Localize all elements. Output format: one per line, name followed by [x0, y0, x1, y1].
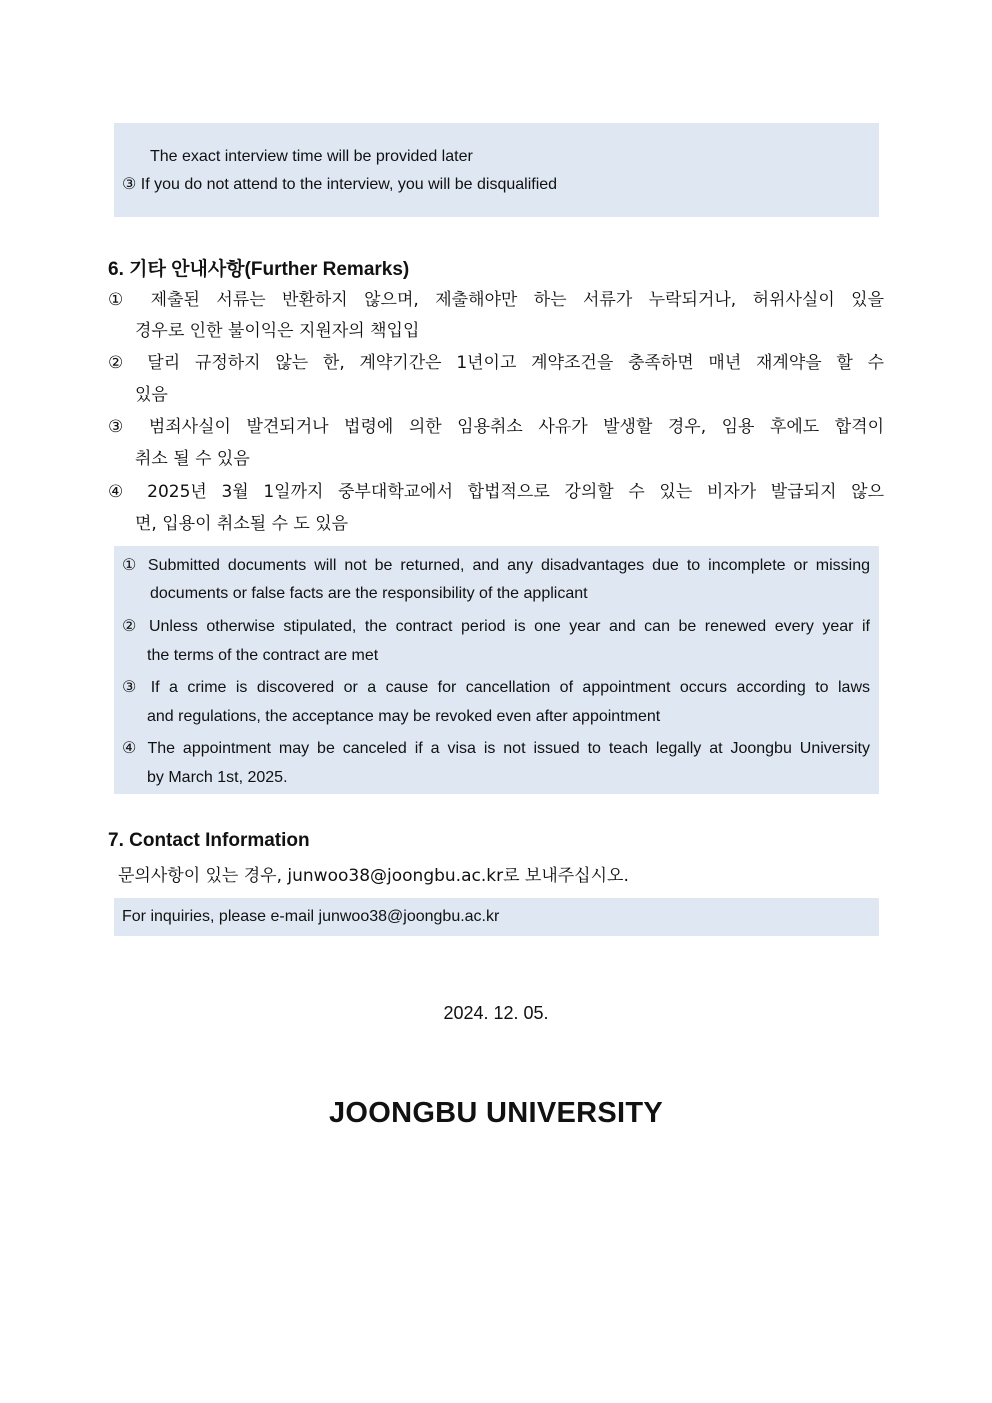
english-remark-4-line2: by March 1st, 2025. [147, 769, 288, 786]
english-remark-2-line2: the terms of the contract are met [147, 647, 379, 664]
english-remark-1-line2: documents or false facts are the responsibility of the applicant [150, 585, 588, 602]
english-remarks-box [114, 546, 879, 794]
english-remark-2-line1: ② Unless otherwise stipulated, the contract period is one year and can be renewed every year if [122, 618, 870, 635]
contact-korean-line: 문의사항이 있는 경우, junwoo38@joongbu.ac.kr로 보내주십시오. [118, 866, 629, 886]
korean-remark-4-line2: 면, 입용이 취소될 수 도 있음 [135, 514, 349, 534]
contact-english-box [114, 898, 879, 936]
korean-remark-2-line1: ② 달리 규정하지 않는 한, 계약기간은 1년이고 계약조건을 충족하면 매년 재계약을 할 수 [108, 353, 884, 373]
english-remark-3-line1: ③ If a crime is discovered or a cause for cancellation of appointment occurs according to laws [122, 679, 870, 696]
section-7-heading: 7. Contact Information [108, 830, 310, 851]
korean-remark-3-line2: 취소 될 수 있음 [135, 449, 250, 469]
korean-remark-1-line1: ① 제출된 서류는 반환하지 않으며, 제출해야만 하는 서류가 누락되거나, 허위사실이 있을 [108, 290, 884, 310]
interview-time-note: The exact interview time will be provided later [150, 148, 473, 165]
interview-absence-note: ③ If you do not attend to the interview, you will be disqualified [122, 176, 558, 193]
korean-remark-1-line2: 경우로 인한 불이익은 지원자의 책입입 [135, 321, 420, 341]
korean-remark-3-line1: ③ 범죄사실이 발견되거나 법령에 의한 임용취소 사유가 발생할 경우, 임용 후에도 합격이 [108, 417, 884, 437]
korean-remark-4-line1: ④ 2025년 3월 1일까지 중부대학교에서 합법적으로 강의할 수 있는 비자가 발급되지 않으 [108, 482, 884, 502]
english-remark-3-line2: and regulations, the acceptance may be revoked even after appointment [147, 708, 661, 725]
section-6-heading: 6. 기타 안내사항(Further Remarks) [108, 259, 410, 280]
english-remark-4-line1: ④ The appointment may be canceled if a visa is not issued to teach legally at Joongbu University [122, 740, 870, 757]
document-date: 2024. 12. 05. [443, 1003, 549, 1023]
english-remark-1-line1: ① Submitted documents will not be returned, and any disadvantages due to incomplete or missing [122, 557, 870, 574]
interview-note-box [114, 123, 879, 217]
contact-english-line: For inquiries, please e-mail junwoo38@joongbu.ac.kr [122, 908, 500, 925]
university-name: JOONGBU UNIVERSITY [328, 1097, 664, 1129]
korean-remark-2-line2: 있음 [135, 385, 168, 405]
